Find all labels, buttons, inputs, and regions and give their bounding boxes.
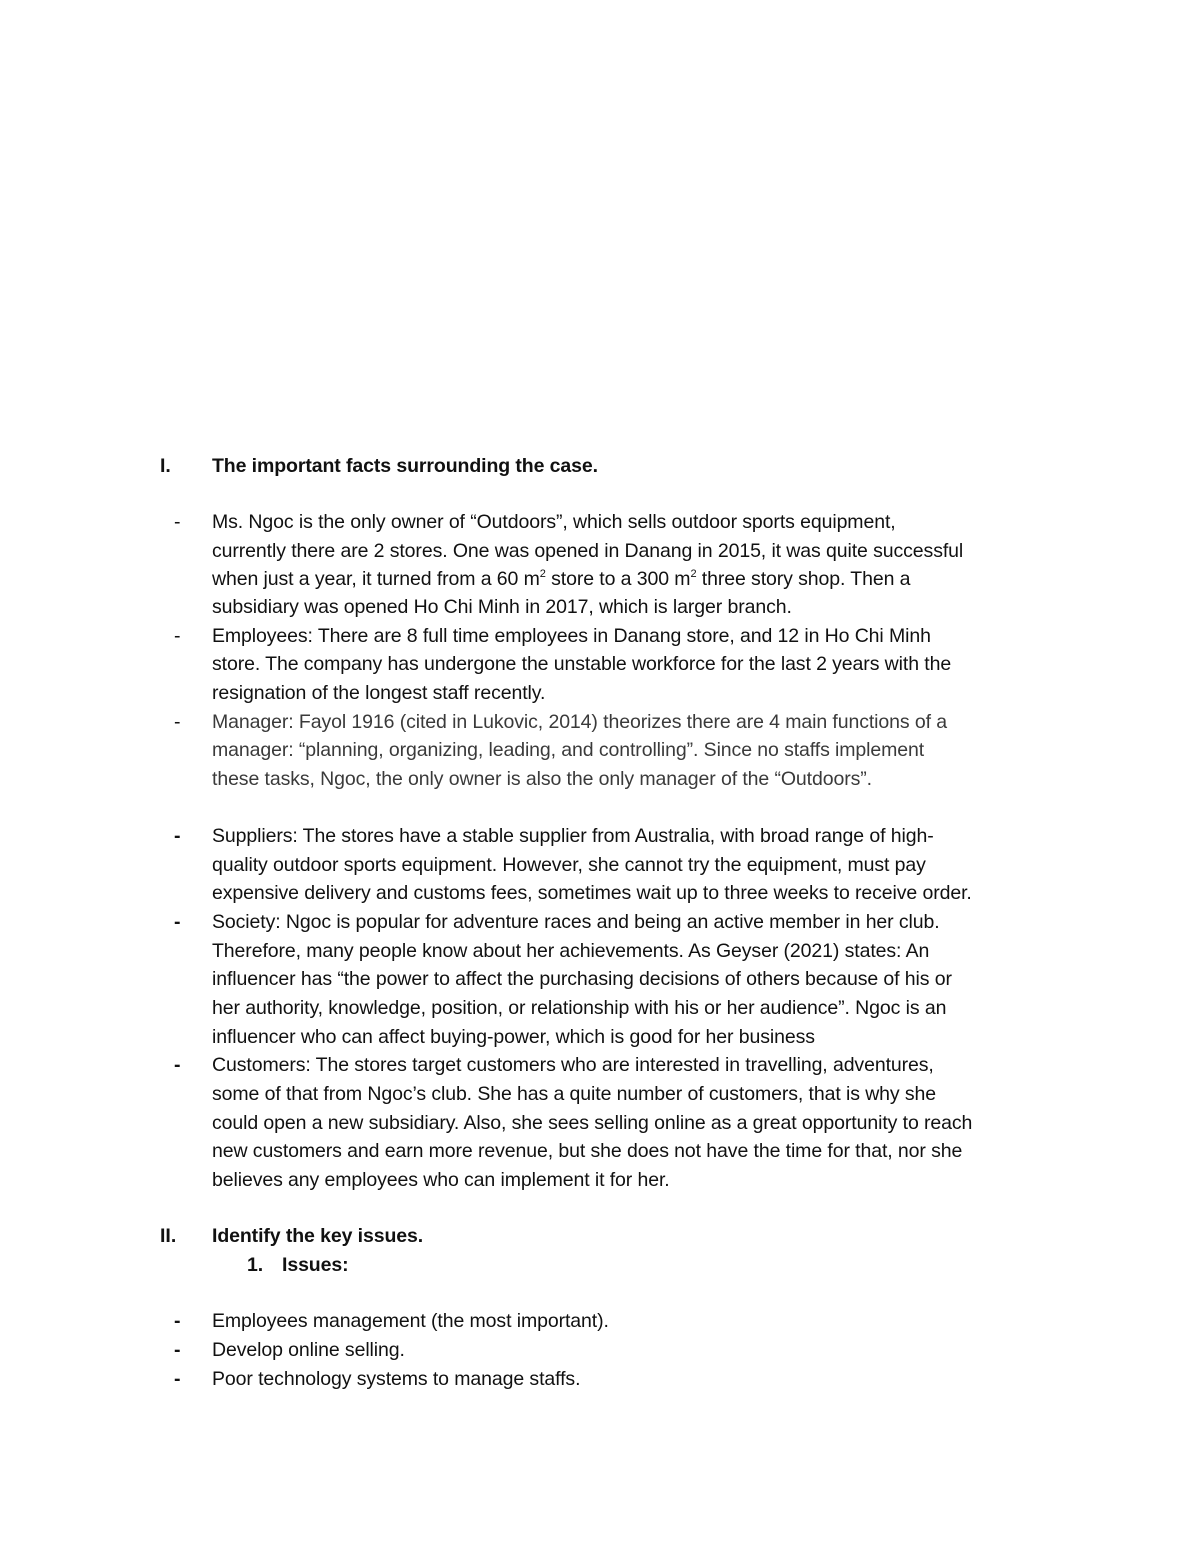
section-number: II. bbox=[160, 1225, 177, 1247]
paragraph-line: Ms. Ngoc is the only owner of “Outdoors”, which sells outdoor sports equipment, bbox=[212, 511, 896, 533]
subsection-number: 1. bbox=[247, 1254, 264, 1276]
paragraph-line: resignation of the longest staff recently. bbox=[212, 682, 546, 704]
bullet-dash: - bbox=[174, 911, 181, 933]
superscript: 2 bbox=[539, 568, 546, 580]
paragraph-line: expensive delivery and customs fees, sometimes wait up to three weeks to receive order. bbox=[212, 882, 972, 904]
issue-item: Employees management (the most important). bbox=[212, 1310, 609, 1332]
paragraph-line: Suppliers: The stores have a stable supplier from Australia, with broad range of high- bbox=[212, 825, 934, 847]
paragraph-line: new customers and earn more revenue, but she does not have the time for that, nor she bbox=[212, 1140, 963, 1162]
paragraph-line: manager: “planning, organizing, leading, and controlling”. Since no staffs implement bbox=[212, 739, 925, 761]
paragraph-line: quality outdoor sports equipment. However, she cannot try the equipment, must pay bbox=[212, 854, 926, 876]
paragraph-line: Society: Ngoc is popular for adventure races and being an active member in her club. bbox=[212, 911, 940, 933]
paragraph-line: Therefore, many people know about her achievements. As Geyser (2021) states: An bbox=[212, 940, 930, 962]
section-number: I. bbox=[160, 455, 171, 477]
bullet-dash: - bbox=[174, 1310, 181, 1332]
section-heading: Identify the key issues. bbox=[212, 1225, 424, 1247]
bullet-dash: - bbox=[174, 511, 181, 533]
paragraph-line: Customers: The stores target customers who are interested in travelling, adventures, bbox=[212, 1054, 934, 1076]
paragraph-line: subsidiary was opened Ho Chi Minh in 2017, which is larger branch. bbox=[212, 596, 792, 618]
superscript: 2 bbox=[690, 568, 697, 580]
paragraph-line: currently there are 2 stores. One was opened in Danang in 2015, it was quite successful bbox=[212, 540, 964, 562]
paragraph-line: her authority, knowledge, position, or relationship with his or her audience”. Ngoc is an bbox=[212, 997, 947, 1019]
bullet-dash: - bbox=[174, 1339, 181, 1361]
issue-item: Poor technology systems to manage staffs. bbox=[212, 1368, 581, 1390]
subsection-heading: Issues: bbox=[282, 1254, 349, 1276]
paragraph-line: store. The company has undergone the unstable workforce for the last 2 years with the bbox=[212, 653, 952, 675]
bullet-dash: - bbox=[174, 1054, 181, 1076]
paragraph-line: some of that from Ngoc’s club. She has a quite number of customers, that is why she bbox=[212, 1083, 937, 1105]
paragraph-line: these tasks, Ngoc, the only owner is also the only manager of the “Outdoors”. bbox=[212, 768, 872, 790]
paragraph-line: could open a new subsidiary. Also, she sees selling online as a great opportunity to reach bbox=[212, 1112, 973, 1134]
paragraph-line: influencer who can affect buying-power, which is good for her business bbox=[212, 1026, 815, 1048]
paragraph-line: Manager: Fayol 1916 (cited in Lukovic, 2014) theorizes there are 4 main functions of a bbox=[212, 711, 947, 733]
bullet-dash: - bbox=[174, 625, 181, 647]
paragraph-line: believes any employees who can implement it for her. bbox=[212, 1169, 670, 1191]
bullet-dash: - bbox=[174, 711, 181, 733]
paragraph-line: influencer has “the power to affect the purchasing decisions of others because of his or bbox=[212, 968, 952, 990]
issue-item: Develop online selling. bbox=[212, 1339, 405, 1361]
section-heading: The important facts surrounding the case. bbox=[212, 455, 598, 477]
paragraph-line-area: when just a year, it turned from a 60 $m^2$ store to a 300 $m^2$ three story shop. Then a bbox=[212, 568, 911, 590]
paragraph-line: Employees: There are 8 full time employees in Danang store, and 12 in Ho Chi Minh bbox=[212, 625, 931, 647]
bullet-dash: - bbox=[174, 825, 181, 847]
bullet-dash: - bbox=[174, 1368, 181, 1390]
